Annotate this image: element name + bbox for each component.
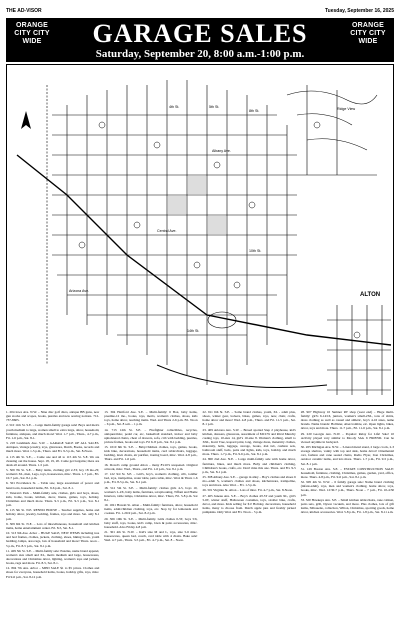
listing-entry: 23. 409 Arizona Ave. S.W. – Boxed spotted Step 2 playhouse, kid's kitchen, dressers, glassware, assortment of MCCW and Rival Munchy casting toys, 10-size 14, girl's 10-size 8. Women's clothing, small to XXL, Karri Tree, leopard print, long, vintage dress, maternity clothes, maternity, belts, luggage, storage, books, 4x4 tub, cushion sets, bathroom stuff, beds, pairs and lights, kids, toys, holiday and much more. Thurs. 1-7 p.m., Fri. 9-6 p.m., Sat. 8-1 p.m. bbox=[202, 427, 296, 457]
street-label-ridge-view: Ridge View bbox=[337, 107, 356, 111]
title-banner bbox=[6, 18, 394, 62]
listing-entry: 2. 510 11th St. S.E. – Large multi-family garage sale! Boys and men's youth medium to large, women small to extra large, décor, household, furniture, antiques, and much more! Wed. 1-7 p.m., Thurs., 4-7 p.m., Fri. 1-6 p.m., Sat. 8-1. bbox=[6, 423, 100, 440]
listing-entry: 14. 713 12th St. S.E. – Firefighter collectibles, recycles, antiques/misc, pedal car, etc, basketball standard, indoor and baby upholstered chairs, chest of drawers, sofa, crib with bedding, puzzles, picture frames, books and toys. Fri 6–8 p.m., Sat. 8-1 p.m. bbox=[104, 427, 198, 444]
listing-entry: 9. 309 6th St. N.E. – Lots of miscellaneous, household and kitchen items, home entertainment center. Fri. 8-5, Sat. 8-1. bbox=[6, 521, 100, 530]
street-label-8th: 8th St. bbox=[249, 109, 260, 113]
listing-column-2 bbox=[104, 410, 197, 626]
listing-entry: 20. 306 10th St. S.E. – Multi-family. Girls clothes 0-5T, boys 5/6, baby stuff, toys, books, kid's camp, lawn & patio accessories, misc. household. Also Friday 4-8 p.m. bbox=[104, 516, 198, 529]
listing-entry: 29. 220 Georgia Ave. N.W. – Popular: Relay for Life! Sale! 10 Activity played very similar to Moody 5AG 6 FRIEND. Can be viewed anytime in backyard. bbox=[300, 431, 394, 444]
listing-entry: 31. 129 Boston Ave. S.E. – ESTATE CONSTRUCTION SALE: household, furniture, clothing, Christmas, games, garden, yard, office, more. Thurs. 4-8 p.m., Fri. 9-6 p.m., Sat. 8-1 p.m. bbox=[300, 466, 394, 479]
listing-entry: 33. 320 Hawkeye Ave. S.E. – Small kitchen table/chairs, cane cabinet, patio sets, grill, Dyson vacuum, and more. Plus clothes, lots of gift items, Silhouette, collection, Wilton, Christmas, sporting goods, home décor, kitchen accessories. Wed. 5-8 p.m., Fri. 1-8 p.m., Sat. 8-11 a.m. bbox=[300, 497, 394, 515]
listing-entry: 25. 308 Albany Ave. S.E. – garage in alley – Boy's clothes and shoes 6 mo.-adult S, women's clothes and shoes, kitchenware, trampoline, toys and more. Also Wed. – Fri. 1-5 p.m. bbox=[202, 474, 296, 488]
street-map bbox=[6, 64, 394, 406]
listing-entry: 24. 800 2nd Ave. N.E. – Large multi-family sale with home décor, furniture, bikes, and much more. Baby and children's clothing, Chillidren's books, crafts, etc. Don't miss this one. Thurs. and Fri. 9-5 p.m., Sat. 8-1 p.m. bbox=[202, 457, 296, 474]
listing-entry: 13. 304 Hartford Ave. S.E. – Multi-family: 6 Box, baby items, preemie-12 mo., books, toys, men's, women's clothes, shoes, kids toys, home décor, teaching items. Wed. and Thurs 2-6 p.m. Fri. Noon – 6 p.m., Sat. 8 a.m. – 1 p.m. bbox=[104, 410, 198, 427]
listing-entry: 11. 409 5th St. S.E. – Multi-family sale: Puzzles, name brand apparel, women's size small and XL, men's medium and large, housewares, decorations and Christmas décor, lighting, women's tops and jackets, books, rugs and more. Fri. 8-5, Sat. 8-1. bbox=[6, 548, 100, 566]
listing-entry: 17. 122 3rd St. S.E. – Girl's, boy's, women's clothing, crib, toddler bed, toys, trampoline, water table, patio table, misc. Wed. & Thurs 1-6 p.m., Fri. 8-5 p.m., Sat. 8-1 p.m. bbox=[104, 472, 198, 485]
listing-entry: 4. 115 4th St. S.E., – Come one and all to 115 4th St. S.E. We are cleaning out the house. Sept. 18, 19, 20. Come get bargains; there are deals all around. Thurs. 1-5 p.m. bbox=[6, 454, 100, 467]
listing-entry: 32. 905 4th St. N.W. – 6 family garage sale: Name brand clothing (infant-adult), toys, men and women's clothing, home décor, toys, books, misc. Wed. 12:30-7 p.m., Thurs. Noon – 7 p.m., Fri. 10-4:30 p.m. bbox=[300, 480, 394, 497]
listing-entry: 7. Veteran's Park – Multi-family sale, clothes, girls and boys, shoes, kids, home, books, kitchen, decor, linens, games, toys, holiday, Christmas and much more. Thurs. 9-5 p.m., Fri. 9-5 p.m., Sat. 8-1 p.m. bbox=[6, 490, 100, 508]
city-wide-badge-left: ORANGE CITY CITY WIDE bbox=[14, 22, 50, 45]
north-arrow-icon bbox=[17, 109, 35, 135]
listing-entry: 3. 218 Landmark Ave. S.W. – GARAGE SALE OF ALL SALES. Antiques, vintage jewelry, toys, glassware, Dutch, Books, records and much more. Wed. 1-5 p.m., Thurs. and Fri. 9-5 p.m., Sat. 8-Noon. bbox=[6, 441, 100, 454]
street-label-arizona: Arizona Ave. bbox=[69, 289, 90, 293]
sale-date-subtitle: Saturday, September 20, 8:00 a.m.-1:00 p.m. bbox=[95, 48, 305, 60]
alton-label: ALTON bbox=[360, 292, 381, 298]
listing-entry: 10. 513 9th Ave. Arbor – HUGE SALE, NEW ITEMS including tree and bed frames, clothes, jackets, clothing, shoes, hiking boots, youth bedding, lamps, area rugs, lots of household and more! Thurs. noon – 5 p.m., Fri. 8-5 p.m., Sat. 8-1 p.m. bbox=[6, 531, 100, 548]
north-arrow bbox=[17, 109, 35, 135]
street-grid bbox=[7, 65, 393, 405]
listing-entry: 12. 804 7th Ave. Arbor – MINI SALE $1 to $5 prices. Clothes and shoes for everyone, household items, books, holiday gifts, toys, misc. Fri 9-6 p.m., Sat. 8-12 p.m. bbox=[6, 566, 100, 579]
listing-entry: 22. 911 6th St. S.E. – Some brand clothes, youth, XL - adult plus, shoes, winter gear, lockers, bikes, games, toys, new, chair, crafts, home décor and more! Wed. 4-8 p.m., Thurs. and Fri. 11-5 p.m., Sat. 8-1 p.m. bbox=[202, 410, 296, 427]
listing-entry: 19. 1021 Hawaii St. Alton – Multi-family: furniture, décor, household items, adult/children clothing, toys, etc. Stop by for lemonade and cookies. Fri. 1-20-9 p.m., Sat. 8-2 p.m. bbox=[104, 503, 198, 516]
page-title: GARAGE SALES bbox=[92, 19, 308, 48]
paper-name: THE AD-VISOR bbox=[6, 8, 42, 14]
listing-entry: 30. 205 Michigan Ave. N.W. – 3-tiered metal stand, 2 large crock, 2-3 storage shelves, vanity with top and sink, home décor! Ornamental cart, fashion and cane seated chairs, Radio Flyer, Iron Christmas, outdoor ceramic items, and lots more. Thurs. 1-7 p.m., Fri. 9-5 p.m., Sat. 8-1 p.m. bbox=[300, 445, 394, 466]
masthead-line bbox=[6, 6, 394, 16]
street-label-4th: 4th St. bbox=[169, 105, 180, 109]
issue-date: Tuesday, September 16, 2025 bbox=[324, 8, 394, 14]
listing-column-1 bbox=[6, 410, 99, 626]
listing-entry: 1. 204 Iowa Ave. N.W. – Nine disc golf discs, antique BB guns, new gun stocks and scopes, books, puzzles and new sewing notions. 712-737-8605. bbox=[6, 410, 100, 423]
sale-listings bbox=[6, 410, 394, 626]
listing-entry: 15. 1010 6th St. S.E. – Baby/children clothes, toys, games, books, kids bike, decorations, household items, card table/chairs, luggage, bedding, lawn chairs, air purifier, ironing board, misc. Wed. 4-8 p.m., Thurs. and Fri. 1-6 p.m. bbox=[104, 445, 198, 462]
listing-entry: 6. 501 Providence St. – Table saw, large assortment of power and hand tools, household items, Fri. 9-6 p.m., Sat. 8-1. bbox=[6, 481, 100, 490]
street-label-albany: Albany Ave. bbox=[212, 149, 231, 153]
listing-column-3 bbox=[203, 410, 296, 626]
listing-entry: 16. Dowd's camp ground Alton – many 8'x10'x unopened. Original artwork, misc. Wed., Thurs., and Fri. 1-6 p.m., Sat. 8-1 p.m. bbox=[104, 462, 198, 471]
listing-entry: 5. 509 7th St. S.E. – Baby items, clothing girl 2-3T, boy 18 mo-2T, women's XL, men, Lego, toys, housewares, misc. Thurs. 1-7 p.m., Fri. 10-7 p.m., Sat. 8-1 p.m. bbox=[6, 467, 100, 481]
listing-entry: 8. 115 5th St. N.E. RENNO HOUSE – Teacher supplies, home and holiday décor, jewelry, bedding, frames, toys and more. Sat. only 8-1 p.m. bbox=[6, 508, 100, 521]
listing-column-4 bbox=[301, 410, 394, 626]
listing-entry: 27. 405 Juneau Ave. S.E. – Boy's clothes 4T-5T and youth XL, girl's 5-6T, winter stuff, Halloween costumes, toys, stroller bike, crafts, décor, and more. Kids selling for $1! Holiday, decorations, household items, many to choose from. Dutch apple pies and freshly picked pumpkins. Only Wed. and Fri. Noon – 5 p.m. bbox=[202, 493, 296, 515]
street-label-central: Central Ave. bbox=[157, 229, 177, 233]
street-label-10th: 10th St. bbox=[249, 249, 262, 253]
listing-entry: 18. 512 5th St. S.E. – Multi-family: clothes girls 4-5, boys 10, women's L-2X, baby items, furniture, scrapbooking, Tiffani and Home Interiors, table lamps, Christmas décor, misc. Thurs, Fri. 5-8 p.m. Sat 8-1. bbox=[104, 485, 198, 502]
city-wide-badge-right: ORANGE CITY CITY WIDE bbox=[350, 22, 386, 45]
street-label-5th: 5th St. bbox=[209, 105, 220, 109]
listing-entry: 28. 907 Highway 10 Sumner RV shop (west end) – Huge multi-family: girl's 6-14/16, juniors, women's small-2XL, tons of shirts, dress clothing as well as casual and athletic, boy's 4-16 sizes, name brands. Name brands: Hollister, Abercrombie, etc. Open lights, bikes, décor, toys and more. Thurs. 11-7 p.m., Fri. 11-6 p.m., Sat. 8-1 p.m. bbox=[300, 410, 394, 431]
listing-entry: 21. 301 4th St. N.W. – Kid's size M and L, toys, size 5-6 misc. housewares, queen bed, couch, card table with 4 chairs. Bake sale! Wed. 4-7 p.m., Thurs. 3-5 p.m., Fri. 4-7 p.m., Sat. 8 – Noon. bbox=[104, 530, 198, 543]
street-label-14th: 14th St. bbox=[187, 329, 200, 333]
listing-entry: 26. 501 Virginia St. Alton – Lots of misc. Fri. 4-7 p.m., Sat. 8-Noon. bbox=[202, 488, 293, 493]
